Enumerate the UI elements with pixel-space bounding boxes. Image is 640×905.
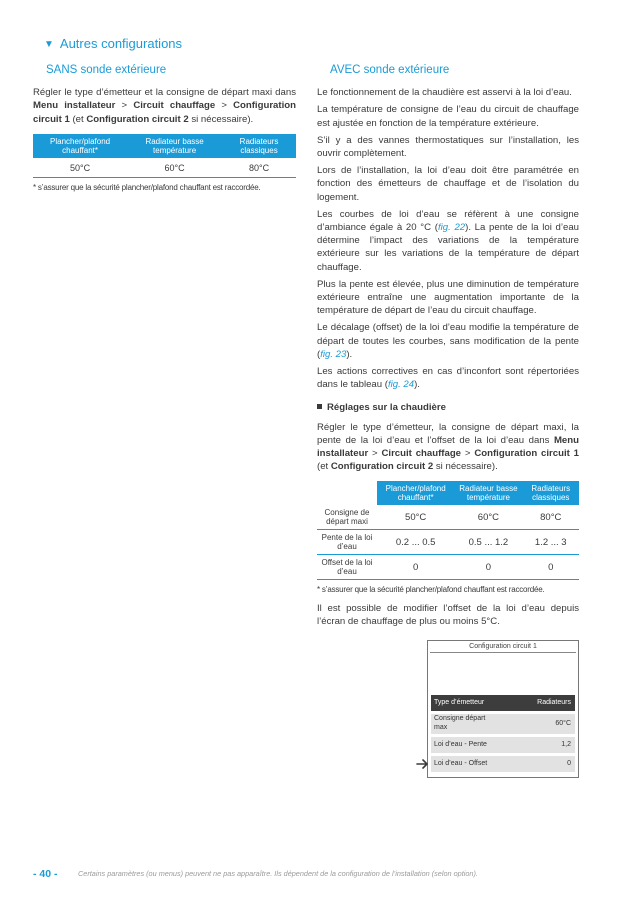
paragraph: S’il y a des vannes thermostatiques sur l’installation, les ouvrir complètement.: [317, 134, 579, 160]
table-cell: 60°C: [454, 505, 522, 530]
table-cell: 50°C: [377, 505, 454, 530]
figure-link[interactable]: fig. 22: [437, 222, 466, 234]
row-header: Offset de la loi d’eau: [317, 555, 377, 580]
page-number: - 40 -: [33, 868, 58, 880]
table-header: Plancher/plafond chauffant*: [377, 481, 454, 505]
paragraph: Les actions correctives en cas d’inconfort sont répertoriées dans le tableau (fig. 24).: [317, 366, 579, 391]
table-row: [33, 158, 296, 178]
table-cell: 1.2 ... 3: [523, 530, 579, 555]
paragraph: Plus la pente est élevée, plus une diminution de température extérieure entraîne une augmentation importante de la température de départ de l’eau du circuit chauffage.: [317, 278, 579, 317]
table-cell: 0: [523, 555, 579, 580]
paragraph: Il est possible de modifier l’offset de la loi d’eau depuis l’écran de chauffage de plus ou moins 5°C.: [317, 602, 579, 627]
paragraph: Le décalage (offset) de la loi d’eau modifie la température de départ de toutes les courbes, sans modification de la pente (fig. 23).: [317, 322, 579, 360]
divider: [430, 652, 576, 653]
table-cell: 60°C: [127, 158, 222, 178]
table-header: Radiateurs classiques: [523, 481, 579, 505]
table-cell: 0.2 ... 0.5: [377, 530, 454, 555]
table-cell: 80°C: [222, 158, 296, 178]
table-cell: 50°C: [33, 158, 127, 178]
left-intro: Régler le type d’émetteur et la consigne de départ maxi dans Menu installateur > Circuit chauffage > Configuration circuit 1 (et Configuration circuit 2 si nécessaire).: [33, 87, 296, 125]
table-cell: 0: [454, 555, 522, 580]
paragraph: Le fonctionnement de la chaudière est asservi à la loi d’eau.: [317, 87, 572, 99]
table-row: [317, 505, 579, 530]
triangle-down-icon: ▼: [44, 39, 54, 50]
row-header: Consigne de départ maxi: [317, 505, 377, 530]
figure-link[interactable]: fig. 23: [320, 348, 347, 360]
footer-note: Certains paramètres (ou menus) peuvent ne pas apparaître. Ils dépendent de la configuration de l’installation (selon option).: [78, 869, 478, 878]
left-heading: SANS sonde extérieure: [46, 64, 167, 76]
paragraph: La température de consigne de l’eau du circuit de chauffage est ajustée en fonction de la température extérieure.: [317, 104, 579, 129]
screen-title: Configuration circuit 1: [469, 643, 537, 650]
left-table-note: * s’assurer que la sécurité plancher/plafond chauffant est raccordée.: [33, 183, 261, 193]
table-row: [317, 555, 579, 580]
table-cell: 80°C: [523, 505, 579, 530]
paragraph: Lors de l’installation, la loi d’eau doit être paramétrée en fonction des émetteurs de chauffage et de l’isolation du logement.: [317, 165, 579, 203]
left-column: [33, 64, 296, 194]
boiler-screen-mockup: [427, 640, 579, 778]
left-emitter-table: [33, 134, 296, 178]
right-table-note: * s’assurer que la sécurité plancher/plafond chauffant est raccordée.: [317, 585, 545, 595]
screen-row-offset[interactable]: Loi d’eau - Offset 0: [431, 756, 575, 772]
paragraph: Régler le type d’émetteur, la consigne de départ maxi, la pente de la loi d’eau et l’offset de la loi d’eau dans Menu installateur > Circuit chauffage > Configuration circuit 1 (et Configuration circuit 2 si nécessaire).: [317, 421, 580, 473]
row-header: Pente de la loi d’eau: [317, 530, 377, 555]
arrow-right-icon: [416, 757, 430, 771]
subsection-heading: Réglages sur la chaudière: [317, 401, 579, 414]
right-heating-curve-table: [317, 481, 579, 580]
right-heading: AVEC sonde extérieure: [330, 64, 450, 76]
square-bullet-icon: [317, 404, 322, 409]
paragraph: Les courbes de loi d’eau se réfèrent à une consigne d’ambiance égale à 20 °C (fig. 22). La pente de la loi d’eau détermine l’impact des variations de la température extérieure sur les variations de la température de départ chauffage.: [317, 208, 580, 273]
table-header: Radiateurs classiques: [222, 134, 296, 158]
table-header: Plancher/plafond chauffant*: [33, 134, 127, 158]
screen-row-slope[interactable]: Loi d’eau - Pente 1,2: [431, 737, 575, 753]
table-row: [317, 530, 579, 555]
table-header: Radiateur basse température: [127, 134, 222, 158]
section-title: ▼ Autres configurations: [44, 36, 183, 51]
table-cell: 0: [377, 555, 454, 580]
figure-link[interactable]: fig. 24: [387, 379, 415, 391]
screen-row-max-setpoint[interactable]: Consigne départ max 60°C: [431, 714, 575, 734]
table-cell: 0.5 ... 1.2: [454, 530, 522, 555]
table-header: Radiateur basse température: [454, 481, 522, 505]
screen-row-emitter-type[interactable]: Type d’émetteur Radiateurs: [431, 695, 575, 711]
right-column: [317, 64, 579, 632]
